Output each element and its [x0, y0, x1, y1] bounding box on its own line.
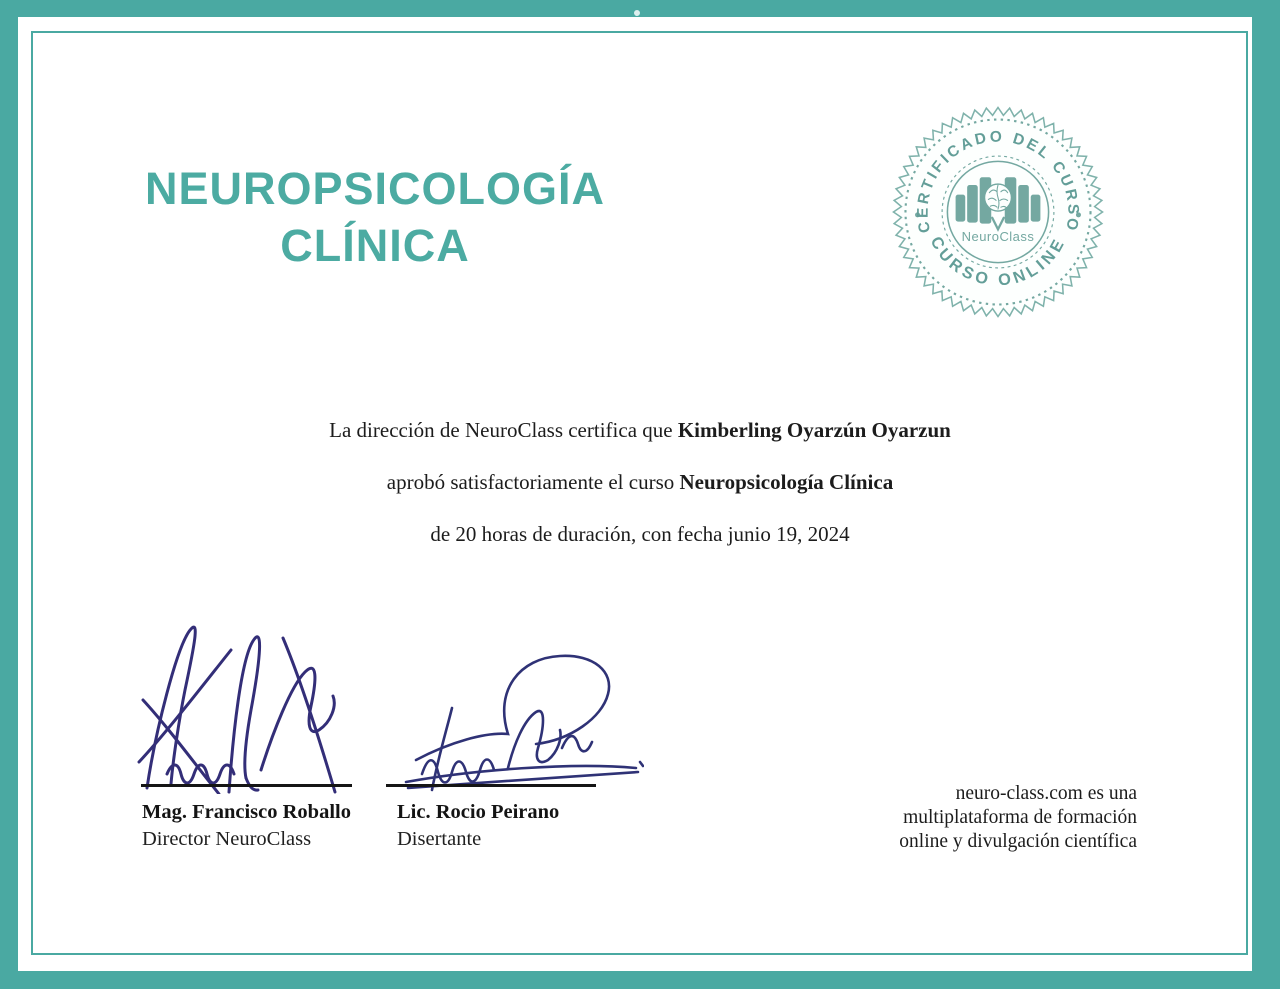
course-title-line1: NEUROPSICOLOGÍA	[144, 163, 606, 214]
signer-role-left: Director NeuroClass	[142, 828, 312, 850]
seal-top-text: CERTIFICADO DEL CURSO	[914, 128, 1082, 235]
footer-line2: multiplataforma de formación	[903, 807, 1137, 828]
seal-brand-text: NeuroClass	[961, 228, 1035, 244]
seal-bottom-text: CURSO ONLINE	[926, 233, 1070, 290]
approval-prefix: aprobó satisfactoriamente el curso	[386, 470, 680, 494]
signature-line-right	[386, 784, 596, 787]
course-title	[140, 160, 610, 274]
certification-statement	[0, 418, 1280, 443]
signer-name-right: Lic. Rocio Peirano	[397, 801, 560, 823]
signature-francisco-roballo	[133, 618, 381, 794]
course-title-line2: CLÍNICA	[280, 220, 470, 271]
border-dot	[634, 10, 640, 16]
signer-name-left: Mag. Francisco Roballo	[142, 801, 351, 823]
footer-tagline	[899, 782, 1137, 854]
signer-role-right: Disertante	[397, 828, 482, 850]
seal-graphic	[892, 106, 1104, 318]
footer-line3: online y divulgación científica	[899, 831, 1137, 852]
student-name: Kimberling Oyarzún Oyarzun	[677, 418, 951, 442]
approval-statement	[0, 470, 1280, 495]
signature-line-left	[141, 784, 352, 787]
course-name: Neuropsicología Clínica	[679, 470, 894, 494]
footer-line1: neuro-class.com es una	[955, 783, 1137, 804]
duration-date-statement: de 20 horas de duración, con fecha junio 19, 2024	[430, 522, 850, 546]
course-seal-badge	[892, 106, 1104, 318]
signature-rocio-peirano	[392, 648, 644, 792]
statement-prefix: La dirección de NeuroClass certifica que	[329, 418, 678, 442]
